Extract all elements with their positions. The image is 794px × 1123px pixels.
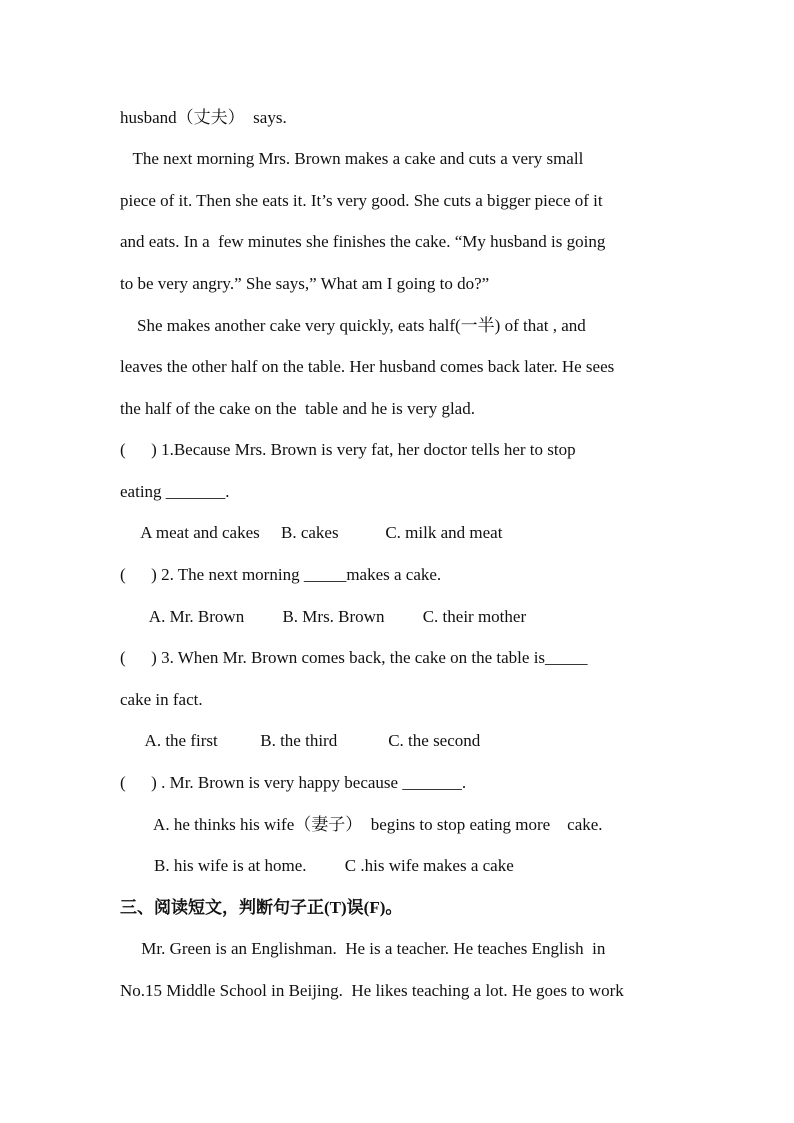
section-heading: 三、阅读短文，判断句子正(T)误(F)。 — [120, 898, 403, 917]
text-line: to be very angry.” She says,” What am I going to do?” — [120, 274, 490, 293]
question-1-stem: ( ) 1.Because Mrs. Brown is very fat, her doctor tells her to stop — [120, 440, 576, 459]
text-line: and eats. In a few minutes she finishes the cake. “My husband is going — [120, 232, 606, 251]
question-4-options-bc: B. his wife is at home. C .his wife makes a cake — [120, 856, 514, 875]
text-line: husband（丈夫） says. — [120, 108, 287, 127]
question-3-stem: ( ) 3. When Mr. Brown comes back, the cake on the table is_____ — [120, 648, 588, 667]
text-line: Mr. Green is an Englishman. He is a teacher. He teaches English in — [120, 939, 606, 958]
question-3-options: A. the first B. the third C. the second — [120, 731, 481, 750]
text-line: She makes another cake very quickly, eats half(一半) of that , and — [120, 316, 586, 335]
question-4-option-a: A. he thinks his wife（妻子） begins to stop eating more cake. — [120, 815, 603, 834]
text-line: The next morning Mrs. Brown makes a cake and cuts a very small — [120, 149, 584, 168]
text-line: piece of it. Then she eats it. It’s very good. She cuts a bigger piece of it — [120, 191, 603, 210]
text-line: the half of the cake on the table and he is very glad. — [120, 399, 475, 418]
question-3-stem-cont: cake in fact. — [120, 690, 203, 709]
text-line: No.15 Middle School in Beijing. He likes teaching a lot. He goes to work — [120, 981, 624, 1000]
question-2-options: A. Mr. Brown B. Mrs. Brown C. their mother — [120, 607, 527, 626]
text-line: leaves the other half on the table. Her husband comes back later. He sees — [120, 357, 615, 376]
question-1-options: A meat and cakes B. cakes C. milk and meat — [120, 523, 503, 542]
question-2-stem: ( ) 2. The next morning _____makes a cake. — [120, 565, 442, 584]
question-1-stem-cont: eating _______. — [120, 482, 230, 501]
question-4-stem: ( ) . Mr. Brown is very happy because _______. — [120, 773, 467, 792]
